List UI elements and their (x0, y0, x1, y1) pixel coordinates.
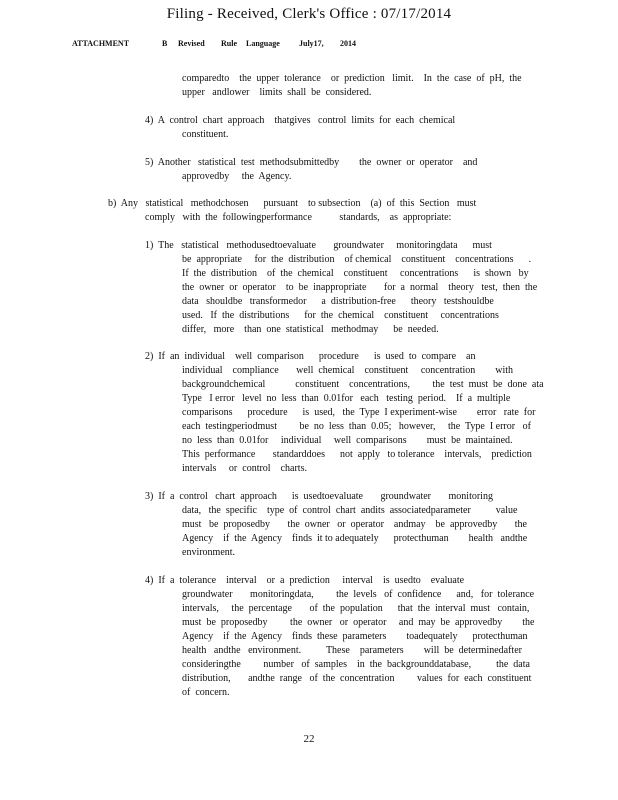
text-line: Type I error level no less than 0.01for each testing period. If a multiple (182, 393, 511, 404)
text-line: environment. (182, 547, 236, 558)
item-b1 (145, 239, 537, 337)
text-line: differ, more than one statistical methodmay be needed. (182, 324, 439, 335)
text-line: individual compliance well chemical constituent concentration with (182, 365, 514, 376)
attachment-line (72, 39, 356, 48)
item-b3 (145, 490, 527, 560)
text-line: data shouldbe transformedor a distribution-free theory testshouldbe (182, 296, 494, 307)
item-5-another-test (145, 156, 477, 184)
text-line: distribution, andthe range of the concentration values for each constituent (182, 673, 532, 684)
item-b4 (145, 574, 534, 700)
text-line: b) Any statistical methodchosen pursuant to subsection (a) of this Section must (108, 198, 477, 209)
text-line: data, the specific type of control chart andits associatedparameter value (182, 505, 518, 516)
text-line: groundwater monitoringdata, the levels of confidence and, for tolerance (182, 589, 535, 600)
text-line: upper andlower limits shall be considered. (182, 87, 372, 98)
text-line: 2) If an individual well comparison procedure is used to compare an (145, 351, 476, 362)
text-line: each testingperiodmust be no less than 0.05; however, the Type I error of (182, 421, 531, 432)
filing-stamp: Filing - Received, Clerk's Office : 07/17/2014 (166, 6, 452, 22)
text-line: of concern. (182, 687, 230, 698)
text-line: comply with the followingperformance standards, as appropriate: (145, 212, 452, 223)
text-line: This performance standarddoes not apply to tolerance intervals, prediction (182, 449, 532, 460)
text-line: comparisons procedure is used, the Type I experiment-wise error rate for (182, 407, 536, 418)
text-line: must be proposedby the owner or operator andmay be approvedby the (182, 519, 527, 530)
text-line: comparedto the upper tolerance or prediction limit. In the case of pH, the (182, 73, 522, 84)
text-line: approvedby the Agency. (182, 171, 292, 182)
text-line: no less than 0.01for individual well comparisons must be maintained. (182, 435, 513, 446)
item-b2 (145, 350, 544, 476)
language-label: Language (246, 39, 280, 48)
rule-label: Rule (221, 39, 237, 48)
text-line: must be proposedby the owner or operator and may be approvedby the (182, 617, 535, 628)
text-line: consideringthe number of samples in the backgrounddatabase, the data (182, 659, 530, 670)
subsection-b (108, 197, 476, 225)
text-line: intervals or control charts. (182, 463, 307, 474)
continuation-paragraph (182, 72, 522, 100)
text-line: 4) If a tolerance interval or a prediction interval is usedto evaluate (145, 575, 465, 586)
text-line: If the distribution of the chemical constituent concentrations is shown by (182, 268, 529, 279)
text-line: 3) If a control chart approach is usedtoevaluate groundwater monitoring (145, 491, 493, 502)
text-line: constituent. (182, 129, 229, 140)
year-label: 2014 (340, 39, 356, 48)
page-number: 22 (303, 733, 315, 745)
date-label: July17, (299, 39, 324, 48)
text-line: used. If the distributions for the chemical constituent concentrations (182, 310, 499, 321)
revised-label: Revised (178, 39, 205, 48)
text-line: Agency if the Agency finds it to adequately protecthuman health andthe (182, 533, 528, 544)
text-line: backgroundchemical constituent concentrations, the test must be done ata (182, 379, 544, 390)
text-line: be appropriate for the distribution of chemical constituent concentrations . (182, 254, 532, 265)
text-line: 1) The statistical methodusedtoevaluate groundwater monitoringdata must (145, 240, 492, 251)
attachment-letter: B (162, 39, 168, 48)
text-line: 4) A control chart approach thatgives control limits for each chemical (145, 115, 456, 126)
text-line: 5) Another statistical test methodsubmittedby the owner or operator and (145, 157, 478, 168)
item-4-control-chart (145, 114, 455, 142)
text-line: health andthe environment. These parameters will be determinedafter (182, 645, 522, 656)
text-line: the owner or operator to be inappropriate for a normal theory test, then the (182, 282, 538, 293)
text-line: intervals, the percentage of the population that the interval must contain, (182, 603, 530, 614)
attachment-label: ATTACHMENT (72, 39, 130, 48)
text-line: Agency if the Agency finds these parameters toadequately protecthuman (182, 631, 528, 642)
